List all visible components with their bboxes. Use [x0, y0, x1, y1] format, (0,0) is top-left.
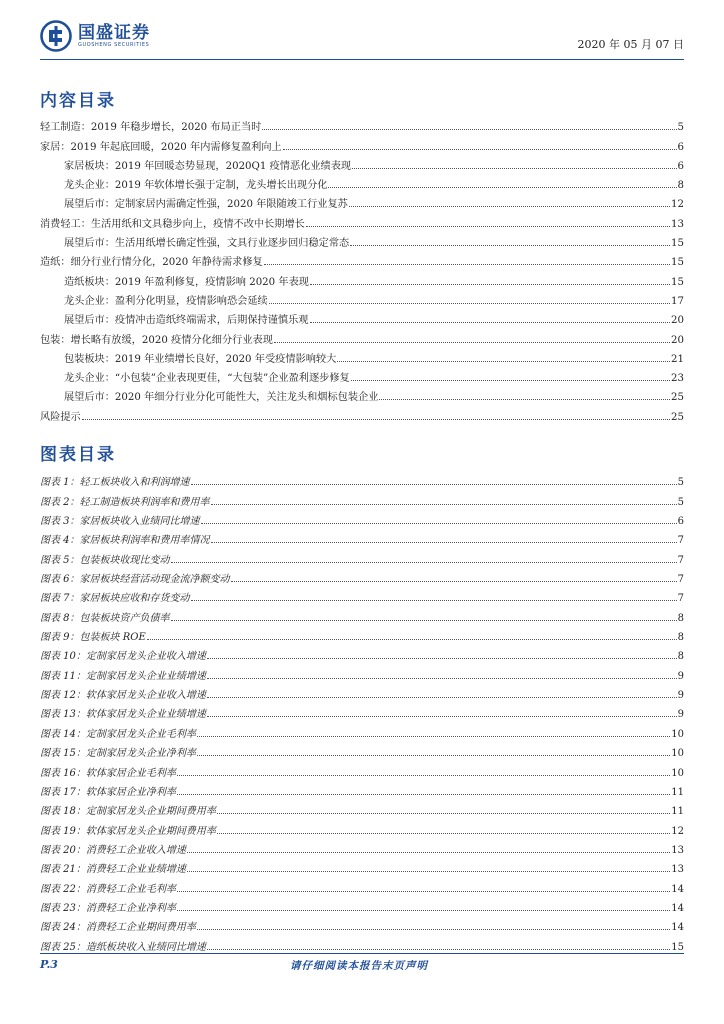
figure-entry-page: 11 [671, 786, 684, 798]
figure-entry-page: 12 [671, 825, 684, 837]
dot-leader [231, 581, 677, 582]
figure-entry-page: 10 [671, 767, 684, 779]
figure-entry-page: 10 [671, 728, 684, 740]
figure-entry[interactable] [40, 740, 684, 759]
dot-leader [211, 542, 677, 543]
figure-entry-title: 图表 17：软体家居企业净利率 [40, 786, 176, 798]
dot-leader [177, 775, 670, 776]
toc-entry[interactable] [40, 326, 684, 345]
figure-entry-title: 图表 24：消费轻工企业期间费用率 [40, 922, 196, 934]
figure-entry[interactable] [40, 624, 684, 643]
toc-entry[interactable] [40, 288, 684, 307]
figure-entry-title: 图表 3：家居板块收入业绩同比增速 [40, 516, 200, 528]
figure-entry-title: 图表 18：定制家居龙头企业期间费用率 [40, 806, 216, 818]
figure-entry[interactable] [40, 682, 684, 701]
report-date: 2020 年 05 月 07 日 [577, 38, 684, 51]
figure-entry-page: 8 [677, 651, 684, 663]
dot-leader [197, 755, 670, 756]
figure-entry-title: 图表 25：造纸板块收入业绩同比增速 [40, 941, 206, 953]
toc-entry[interactable] [40, 133, 684, 152]
figure-entry[interactable] [40, 779, 684, 798]
dot-leader [207, 716, 677, 717]
figure-entry-page: 7 [677, 554, 684, 566]
toc-entry[interactable] [40, 249, 684, 268]
figure-entry[interactable] [40, 720, 684, 739]
figure-entry[interactable] [40, 933, 684, 952]
figure-entry-page: 7 [677, 593, 684, 605]
toc-entry-title: 展望后市：生活用纸增长确定性强，文具行业逐步回归稳定常态 [64, 234, 349, 249]
toc-entry-page: 23 [671, 373, 684, 385]
figure-entry[interactable] [40, 566, 684, 585]
figure-entry[interactable] [40, 508, 684, 527]
toc-entry-page: 20 [671, 334, 684, 346]
dot-leader [207, 658, 677, 659]
figure-entry-page: 10 [671, 748, 684, 760]
dot-leader [351, 380, 670, 381]
toc-entry-page: 21 [671, 353, 684, 365]
dot-leader [191, 600, 677, 601]
figure-entry-page: 5 [677, 477, 684, 489]
dot-leader [171, 620, 677, 621]
toc-entry-page: 25 [671, 392, 684, 404]
toc-entry-title: 家居板块：2019 年回暖态势显现，2020Q1 疫情恶化业绩表现 [64, 157, 351, 172]
figure-entry-page: 13 [671, 864, 684, 876]
figure-entry-page: 7 [677, 574, 684, 586]
figure-entry-title: 图表 21：消费轻工企业业绩增速 [40, 864, 186, 876]
header-divider [40, 59, 684, 60]
dot-leader [197, 736, 670, 737]
toc-entry[interactable] [40, 114, 684, 133]
page-number: P.3 [40, 958, 58, 971]
figure-entry[interactable] [40, 701, 684, 720]
figure-entry-page: 13 [671, 844, 684, 856]
figure-entry[interactable] [40, 895, 684, 914]
figure-entry-page: 14 [671, 883, 684, 895]
page-header [40, 18, 684, 58]
figure-entry[interactable] [40, 585, 684, 604]
toc-entry-page: 5 [677, 122, 684, 134]
guosheng-logo-icon [40, 20, 72, 52]
figure-entry[interactable] [40, 817, 684, 836]
dot-leader [306, 226, 670, 227]
figure-entry-page: 11 [671, 806, 684, 818]
dot-leader [82, 419, 670, 420]
toc-entry[interactable] [40, 210, 684, 229]
toc-entry[interactable] [40, 172, 684, 191]
toc-entry-title: 龙头企业：2019 年软体增长强于定制，龙头增长出现分化 [64, 176, 327, 191]
figure-entry-title: 图表 10：定制家居龙头企业收入增速 [40, 651, 206, 663]
toc-entry-page: 15 [671, 276, 684, 288]
figure-entry-title: 图表 7：家居板块应收和存货变动 [40, 593, 190, 605]
figure-entry[interactable] [40, 527, 684, 546]
toc-entry-page: 6 [677, 141, 684, 153]
toc-entry-title: 风险提示 [40, 408, 81, 423]
dot-leader [379, 399, 670, 400]
figure-entry-title: 图表 23：消费轻工企业净利率 [40, 902, 176, 914]
toc-entry-title: 展望后市：2020 年细分行业分化可能性大，关注龙头和烟标包装企业 [64, 388, 378, 403]
dot-leader [207, 949, 670, 950]
figure-entry-title: 图表 12：软体家居龙头企业收入增速 [40, 690, 206, 702]
toc-entry-page: 15 [671, 257, 684, 269]
logo-chinese-name: 国盛证券 [78, 22, 150, 43]
figure-entry-page: 9 [677, 709, 684, 721]
toc-entry-title: 展望后市：疫情冲击造纸终端需求，后期保持谨慎乐观 [64, 311, 309, 326]
dot-leader [217, 813, 670, 814]
figure-entry-title: 图表 14：定制家居龙头企业毛利率 [40, 728, 196, 740]
dot-leader [337, 361, 670, 362]
figure-entry[interactable] [40, 546, 684, 565]
dot-leader [147, 639, 677, 640]
figure-entry-title: 图表 19：软体家居龙头企业期间费用率 [40, 825, 216, 837]
dot-leader [262, 129, 676, 130]
toc-entry-title: 展望后市：定制家居内需确定性强，2020 年限随竣工行业复苏 [64, 195, 348, 210]
figure-entry-title: 图表 16：软体家居企业毛利率 [40, 767, 176, 779]
figure-entry-title: 图表 22：消费轻工企业毛利率 [40, 883, 176, 895]
figure-entry-title: 图表 15：定制家居龙头企业净利率 [40, 748, 196, 760]
figure-entry[interactable] [40, 469, 684, 488]
figure-entry[interactable] [40, 604, 684, 623]
figure-entry-page: 14 [671, 922, 684, 934]
dot-leader [211, 504, 677, 505]
toc-entry-title: 造纸：细分行业行情分化，2020 年静待需求修复 [40, 253, 263, 268]
dot-leader [187, 871, 670, 872]
toc-entry-page: 25 [671, 411, 684, 423]
toc-entry[interactable] [40, 403, 684, 422]
dot-leader [201, 523, 677, 524]
toc-entry-page: 12 [671, 199, 684, 211]
toc-entry[interactable] [40, 230, 684, 249]
dot-leader [310, 322, 671, 323]
figures-title: 图表目录 [40, 445, 116, 465]
figure-entry[interactable] [40, 798, 684, 817]
figure-entry-page: 9 [677, 690, 684, 702]
dot-leader [328, 187, 676, 188]
toc-entry-title: 龙头企业：“小包装”企业表现更佳，“大包装”企业盈利逐步修复 [64, 369, 350, 384]
dot-leader [283, 149, 677, 150]
toc-entry-page: 15 [671, 238, 684, 250]
figure-entry[interactable] [40, 488, 684, 507]
figures-list [40, 469, 684, 953]
toc-entry-page: 20 [671, 315, 684, 327]
dot-leader [349, 206, 670, 207]
figure-entry-title: 图表 5：包装板块收现比变动 [40, 554, 170, 566]
dot-leader [191, 484, 677, 485]
dot-leader [177, 794, 670, 795]
toc-entry-title: 包装板块：2019 年业绩增长良好，2020 年受疫情影响较大 [64, 350, 336, 365]
footer-disclaimer: 请仔细阅读本报告末页声明 [290, 960, 428, 972]
figure-entry[interactable] [40, 856, 684, 875]
toc-entry-page: 17 [671, 295, 684, 307]
dot-leader [171, 562, 677, 563]
figure-entry[interactable] [40, 914, 684, 933]
toc-entry-title: 造纸板块：2019 年盈利修复，疫情影响 2020 年表现 [64, 273, 309, 288]
contents-title: 内容目录 [40, 91, 116, 111]
contents-list [40, 114, 684, 423]
company-logo [40, 20, 150, 52]
toc-entry-title: 轻工制造：2019 年稳步增长，2020 布局正当时 [40, 118, 261, 133]
dot-leader [207, 697, 677, 698]
dot-leader [310, 284, 670, 285]
toc-entry[interactable] [40, 268, 684, 287]
dot-leader [217, 833, 670, 834]
figure-entry-title: 图表 11：定制家居龙头企业业绩增速 [40, 670, 206, 682]
toc-entry[interactable] [40, 346, 684, 365]
figure-entry-title: 图表 2：轻工制造板块利润率和费用率 [40, 496, 210, 508]
toc-entry-title: 家居：2019 年起底回暖，2020 年内需修复盈利向上 [40, 138, 282, 153]
figure-entry-page: 7 [677, 535, 684, 547]
dot-leader [197, 929, 670, 930]
figure-entry-page: 8 [677, 612, 684, 624]
figure-entry[interactable] [40, 662, 684, 681]
logo-english-name: GUOSHENG SECURITIES [78, 41, 150, 48]
figure-entry-title: 图表 13：软体家居龙头企业业绩增速 [40, 709, 206, 721]
toc-entry-title: 消费轻工：生活用纸和文具稳步向上，疫情不改中长期增长 [40, 215, 305, 230]
footer-divider [40, 953, 684, 954]
figure-entry[interactable] [40, 759, 684, 778]
toc-entry[interactable] [40, 365, 684, 384]
figure-entry-page: 8 [677, 632, 684, 644]
toc-entry-title: 包装：增长略有放缓，2020 疫情分化细分行业表现 [40, 331, 273, 346]
figure-entry-page: 9 [677, 670, 684, 682]
toc-entry-page: 8 [677, 180, 684, 192]
dot-leader [207, 678, 677, 679]
toc-entry-page: 6 [677, 160, 684, 172]
toc-entry[interactable] [40, 153, 684, 172]
dot-leader [177, 910, 670, 911]
toc-entry[interactable] [40, 384, 684, 403]
figure-entry-title: 图表 9：包装板块 ROE [40, 632, 146, 644]
figure-entry-title: 图表 4：家居板块利润率和费用率情况 [40, 535, 210, 547]
dot-leader [352, 168, 676, 169]
figure-entry[interactable] [40, 837, 684, 856]
figure-entry-page: 14 [671, 902, 684, 914]
figure-entry-title: 图表 6：家居板块经营活动现金流净额变动 [40, 574, 230, 586]
figure-entry[interactable] [40, 643, 684, 662]
dot-leader [350, 245, 670, 246]
dot-leader [187, 852, 670, 853]
dot-leader [264, 264, 670, 265]
figure-entry-title: 图表 8：包装板块资产负债率 [40, 612, 170, 624]
dot-leader [177, 891, 670, 892]
toc-entry-page: 13 [671, 218, 684, 230]
figure-entry-title: 图表 1：轻工板块收入和利润增速 [40, 477, 190, 489]
figure-entry[interactable] [40, 875, 684, 894]
dot-leader [269, 303, 670, 304]
figure-entry-page: 6 [677, 516, 684, 528]
toc-entry[interactable] [40, 191, 684, 210]
toc-entry[interactable] [40, 307, 684, 326]
toc-entry-title: 龙头企业：盈利分化明显，疫情影响恐会延续 [64, 292, 268, 307]
figure-entry-page: 15 [671, 941, 684, 953]
figure-entry-page: 5 [677, 496, 684, 508]
dot-leader [274, 342, 670, 343]
figure-entry-title: 图表 20：消费轻工企业收入增速 [40, 844, 186, 856]
